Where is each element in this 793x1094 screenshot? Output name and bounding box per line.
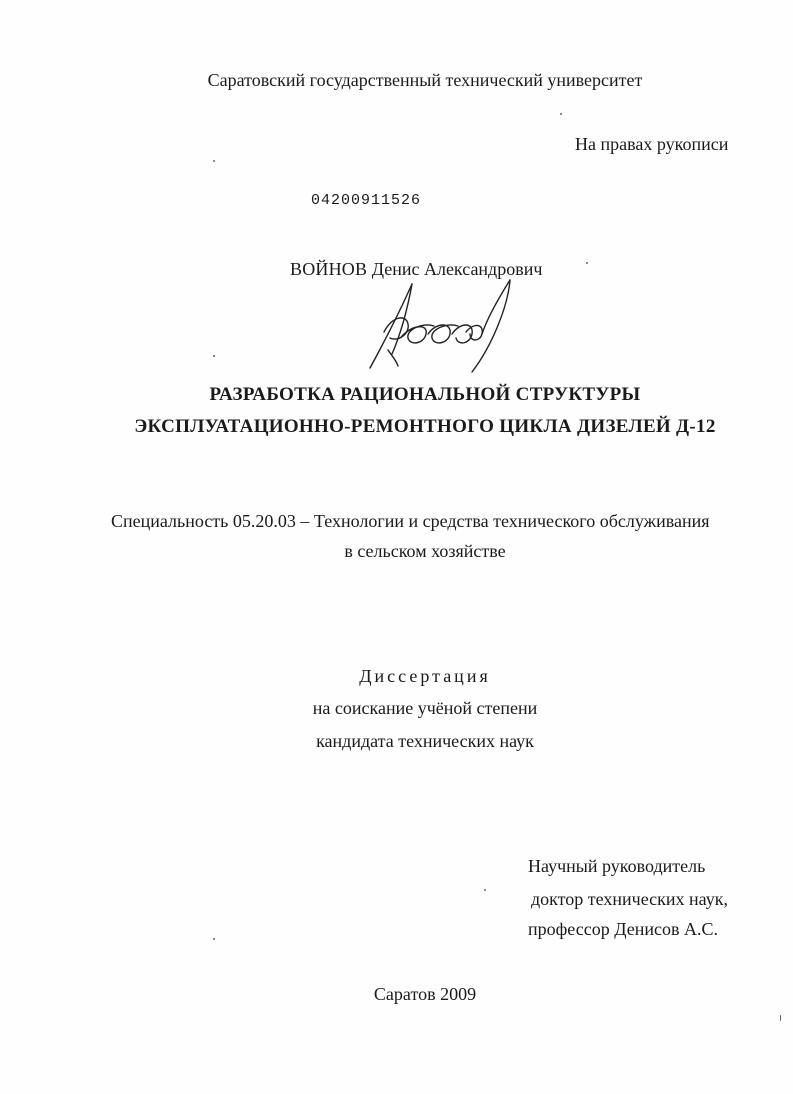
supervisor-name: профессор Денисов А.С. (528, 919, 718, 939)
scan-speck (213, 938, 215, 940)
dissertation-heading: Диссертация (359, 666, 491, 686)
supervisor-role: Научный руководитель (528, 856, 706, 876)
supervisor-degree: доктор технических наук, (531, 889, 728, 909)
dissertation-title-line-2: ЭКСПЛУАТАЦИОННО-РЕМОНТНОГО ЦИКЛА ДИЗЕЛЕЙ Д-12 (134, 416, 716, 437)
specialty-line-1: Специальность 05.20.03 – Технологии и средства технического обслуживания (111, 511, 710, 531)
scan-speck (780, 1015, 781, 1021)
place-year: Саратов 2009 (373, 984, 477, 1004)
university-name: Саратовский государственный технический университет (207, 70, 643, 90)
scan-speck (484, 889, 486, 891)
degree-line-1: на соискание учёной степени (312, 698, 538, 718)
signature-icon (362, 276, 522, 376)
author-surname: ВОЙНОВ (290, 259, 368, 279)
degree-line-2: кандидата технических наук (316, 731, 534, 751)
scan-speck (560, 113, 562, 115)
dissertation-title-line-1: РАЗРАБОТКА РАЦИОНАЛЬНОЙ СТРУКТУРЫ (209, 384, 641, 405)
scan-speck (213, 355, 215, 357)
scan-speck (586, 262, 588, 264)
manuscript-note: На правах рукописи (575, 134, 729, 154)
specialty-line-2: в сельском хозяйстве (344, 541, 506, 561)
author-given-names: Денис Александрович (371, 259, 543, 279)
registration-code: 04200911526 (311, 192, 422, 209)
scan-speck (213, 160, 215, 162)
